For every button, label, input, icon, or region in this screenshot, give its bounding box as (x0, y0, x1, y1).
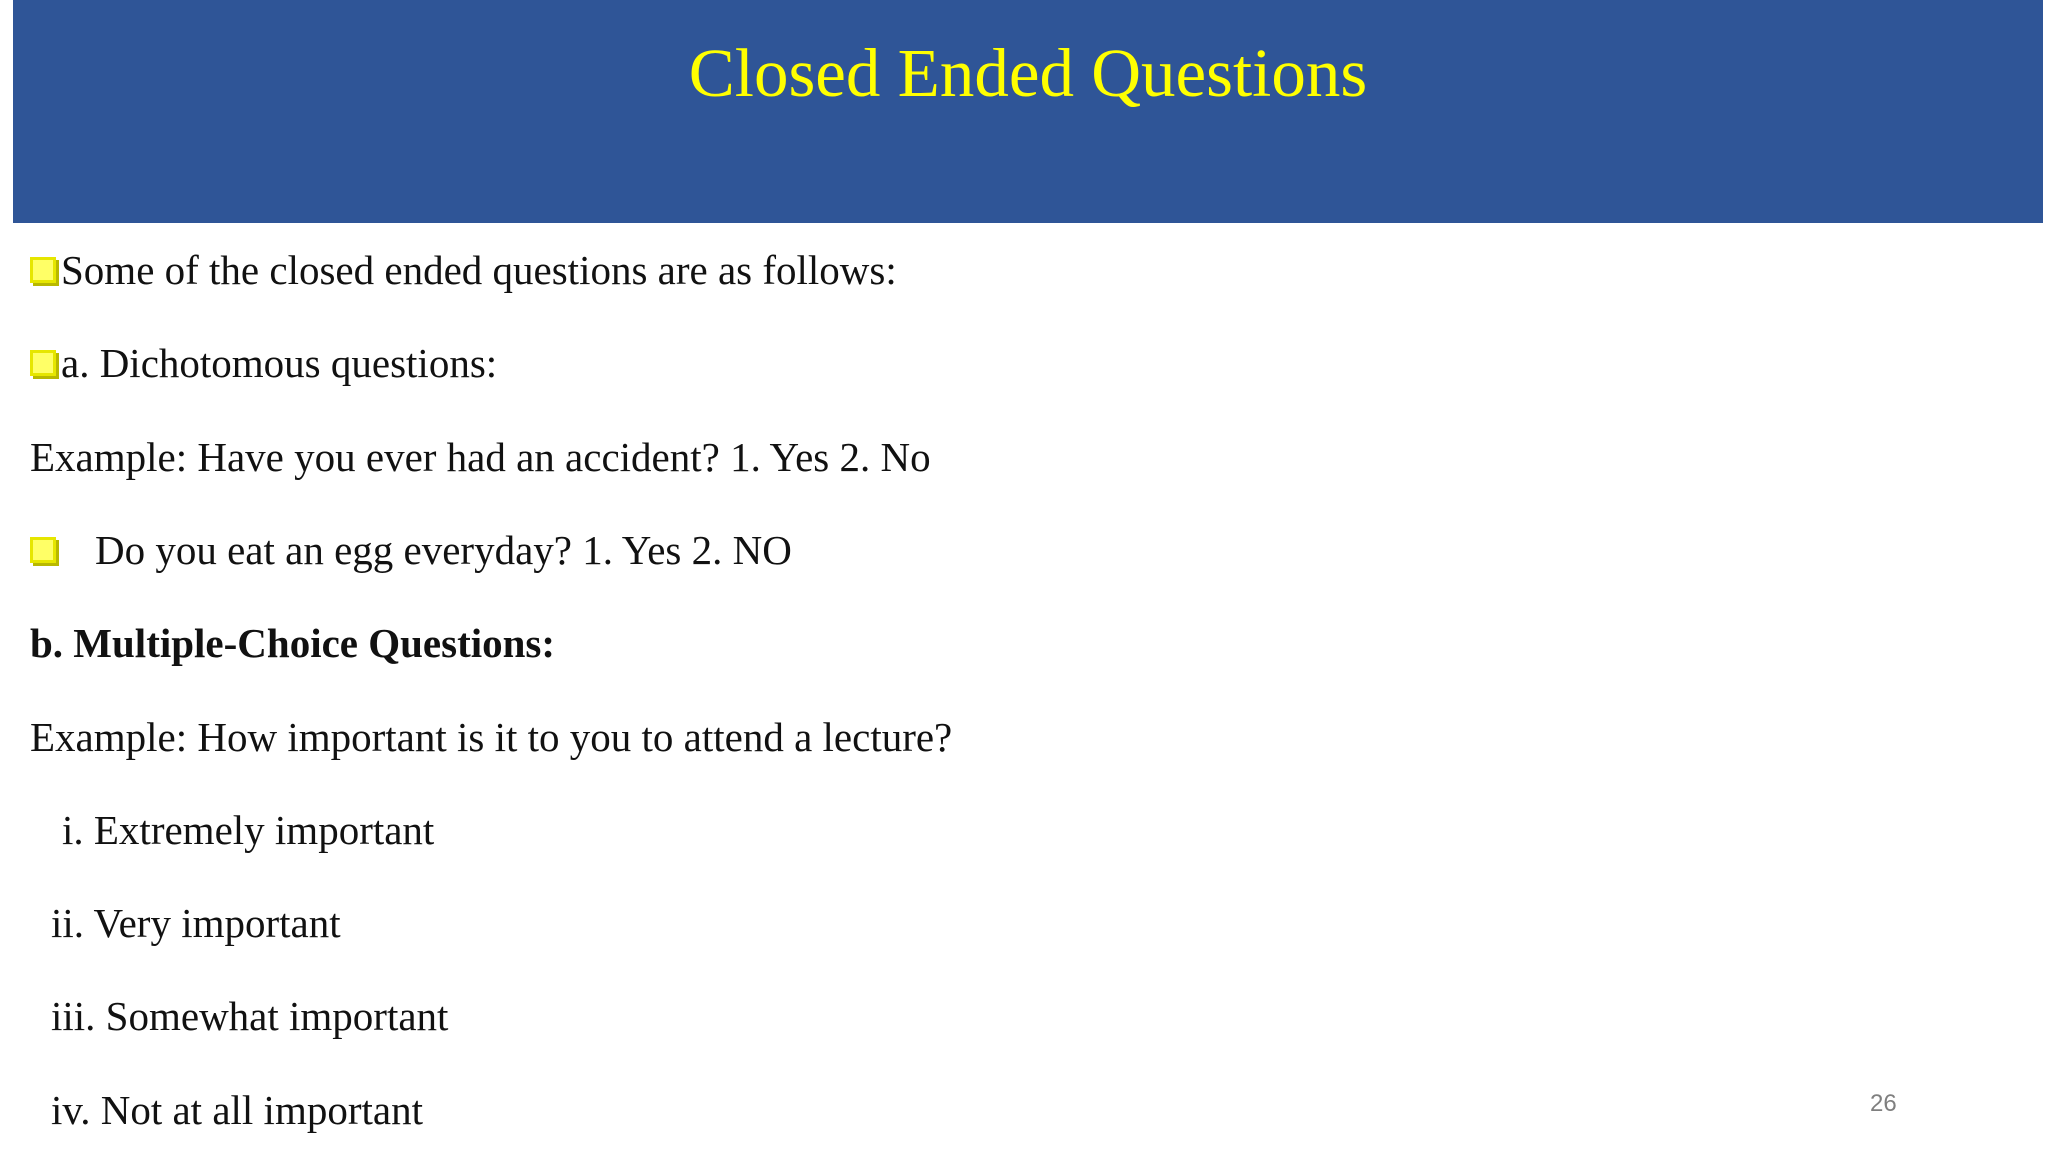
example-b-text: Example: How important is it to you to attend a lecture? (30, 714, 953, 760)
slide-title: Closed Ended Questions (688, 35, 1368, 111)
bullet-item-intro (30, 245, 897, 295)
option-item (62, 805, 434, 855)
bullet-item-section-a (30, 338, 497, 388)
bullet-item-example-a2 (30, 525, 792, 575)
title-banner (13, 0, 2043, 223)
option-item (51, 991, 448, 1041)
page-number: 26 (1870, 1090, 1897, 1117)
option-2: ii. Very important (51, 900, 341, 946)
checkbox-bullet-icon (30, 257, 56, 283)
section-b-heading (30, 618, 555, 668)
example-a2-text: Do you eat an egg everyday? 1. Yes 2. NO (95, 527, 792, 573)
section-b-heading-text: b. Multiple-Choice Questions: (30, 620, 556, 666)
example-a1 (30, 432, 931, 482)
option-3: iii. Somewhat important (51, 993, 449, 1039)
example-a1-text: Example: Have you ever had an accident? 1. Yes 2. No (30, 434, 931, 480)
option-1: i. Extremely important (62, 807, 435, 853)
option-item (51, 898, 341, 948)
intro-text: Some of the closed ended questions are as follows: (61, 247, 897, 293)
checkbox-bullet-icon (30, 350, 56, 376)
checkbox-bullet-icon (30, 537, 56, 563)
option-item (51, 1085, 423, 1135)
option-4: iv. Not at all important (51, 1087, 423, 1133)
section-a-heading: a. Dichotomous questions: (61, 340, 498, 386)
example-b (30, 712, 952, 762)
